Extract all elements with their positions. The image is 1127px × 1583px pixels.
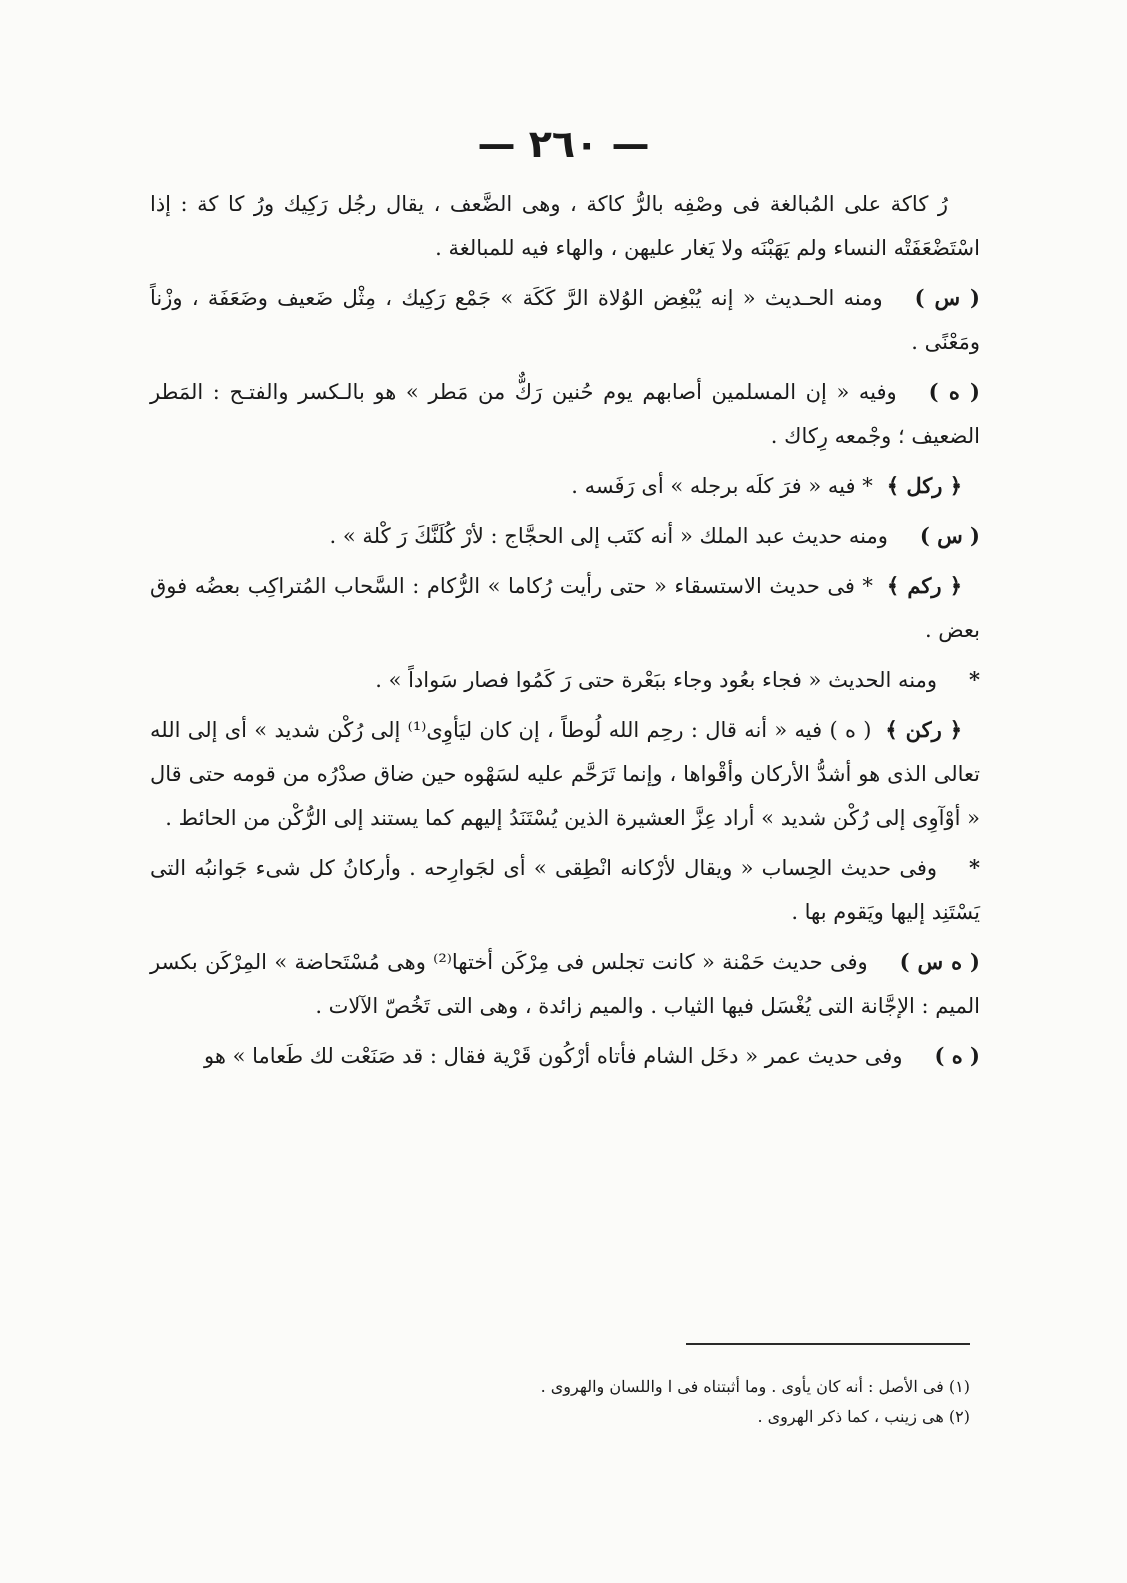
paragraph: [150, 658, 980, 702]
paragraph-text: وفيه « إن المسلمين أصابهم يوم حُنين رَكٌّ من مَطر » هو بالـكسر والفتـح : المَطر الضعيف ؛ وجْمعه رِكاك .: [150, 380, 980, 448]
footnotes: [400, 1372, 970, 1432]
paragraph: [150, 940, 980, 1028]
paragraph: [150, 276, 980, 364]
source-marker: ( ه س ): [899, 949, 980, 974]
source-marker: ( س ): [919, 523, 980, 548]
entry-heading: ﴿ ركل ﴾: [886, 473, 962, 498]
source-marker: ( ه ): [928, 379, 980, 404]
entry-heading: ﴿ ركم ﴾: [886, 573, 962, 598]
footnote-divider: [686, 1343, 970, 1345]
source-marker: *: [969, 855, 980, 880]
paragraph: [150, 1034, 980, 1078]
paragraph-text: * فى حديث الاستسقاء « حتى رأيت رُكاما » الرُّكام : السَّحاب المُتراكِب بعضُه فوق بعض .: [150, 574, 980, 642]
paragraph: [150, 514, 980, 558]
paragraph-text: ومنه الحـديث « إنه يُبْغِض الوُلاة الرَّ كَكَة » جَمْع رَكِيك ، مِثْل ضَعيف وضَعَفَة ، وزْناً ومَعْنًى .: [150, 286, 980, 354]
footnote: (١) فى الأصل : أنه كان يأوى . وما أثبتناه فى ا واللسان والهروى .: [540, 1377, 970, 1396]
paragraph: [150, 846, 980, 934]
paragraph-text: وفى حديث الحِساب « ويقال لأرْكانه انْطِقى » أى لجَوارِحه . وأركانُ كل شىء جَوانبُه التى يَسْتَنِد إليها ويَقوم بها .: [150, 856, 980, 924]
paragraph: [150, 464, 980, 508]
paragraph: [150, 564, 980, 652]
source-marker: *: [969, 667, 980, 692]
paragraph-text: رُ كاكة على المُبالغة فى وصْفِه بالرُّ كاكة ، وهى الضَّعف ، يقال رجُل رَكِيك ورُ كا كة : إذا اسْتَضْعَفَتْه النساء ولم يَهَبْنَه ولا يَغار عليهن ، والهاء فيه للمبالغة .: [150, 192, 980, 260]
paragraph-text: * فيه « فرَ كلَه برجله » أى رَفَسه .: [571, 474, 873, 498]
source-marker: ( ه ): [934, 1043, 980, 1068]
main-text: [150, 182, 980, 1084]
source-marker: ( س ): [914, 285, 980, 310]
paragraph-text: ( ه ) فيه « أنه قال : رحِم الله لُوطاً ، إن كان ليَأوِى⁽¹⁾ إلى رُكْن شديد » أى إلى الله تعالى الذى هو أشدُّ الأركان وأقْواها ، وإنما تَرَحَّم عليه لسَهْوه حين ضاق صدْرُه من قومه حتى قال « أوْآوِى إلى رُكْن شديد » أراد عِزَّ العشيرة الذين يُسْتَنَدُ إليهم كما يستند إلى الرُّكْن من الحائط .: [150, 718, 980, 830]
paragraph: [150, 708, 980, 840]
paragraph: [150, 370, 980, 458]
paragraph-text: وفى حديث حَمْنة « كانت تجلس فى مِرْكَن أختها⁽²⁾ وهى مُسْتَحاضة » المِرْكَن بكسر الميم : الإجَّانة التى يُغْسَل فيها الثياب . والميم زائدة ، وهى التى تَخُصّ الآلات .: [150, 950, 980, 1018]
page-number: — ٢٦٠ —: [477, 122, 650, 166]
entry-heading: ﴿ ركن ﴾: [885, 717, 962, 742]
paragraph-text: وفى حديث عمر « دخَل الشام فأتاه أرْكُون قَرْية فقال : قد صَنَعْت لك طَعاما » هو: [204, 1044, 903, 1068]
paragraph-text: ومنه حديث عبد الملك « أنه كتَب إلى الحجَّاج : لأرْ كُلَنَّكَ رَ كْلة » .: [329, 524, 888, 548]
paragraph: [150, 182, 980, 270]
paragraph-text: ومنه الحديث « فجاء بعُود وجاء ببَعْرة حتى رَ كَمُوا فصار سَواداً » .: [375, 668, 938, 692]
footnote: (٢) هى زينب ، كما ذكر الهروى .: [757, 1407, 970, 1426]
